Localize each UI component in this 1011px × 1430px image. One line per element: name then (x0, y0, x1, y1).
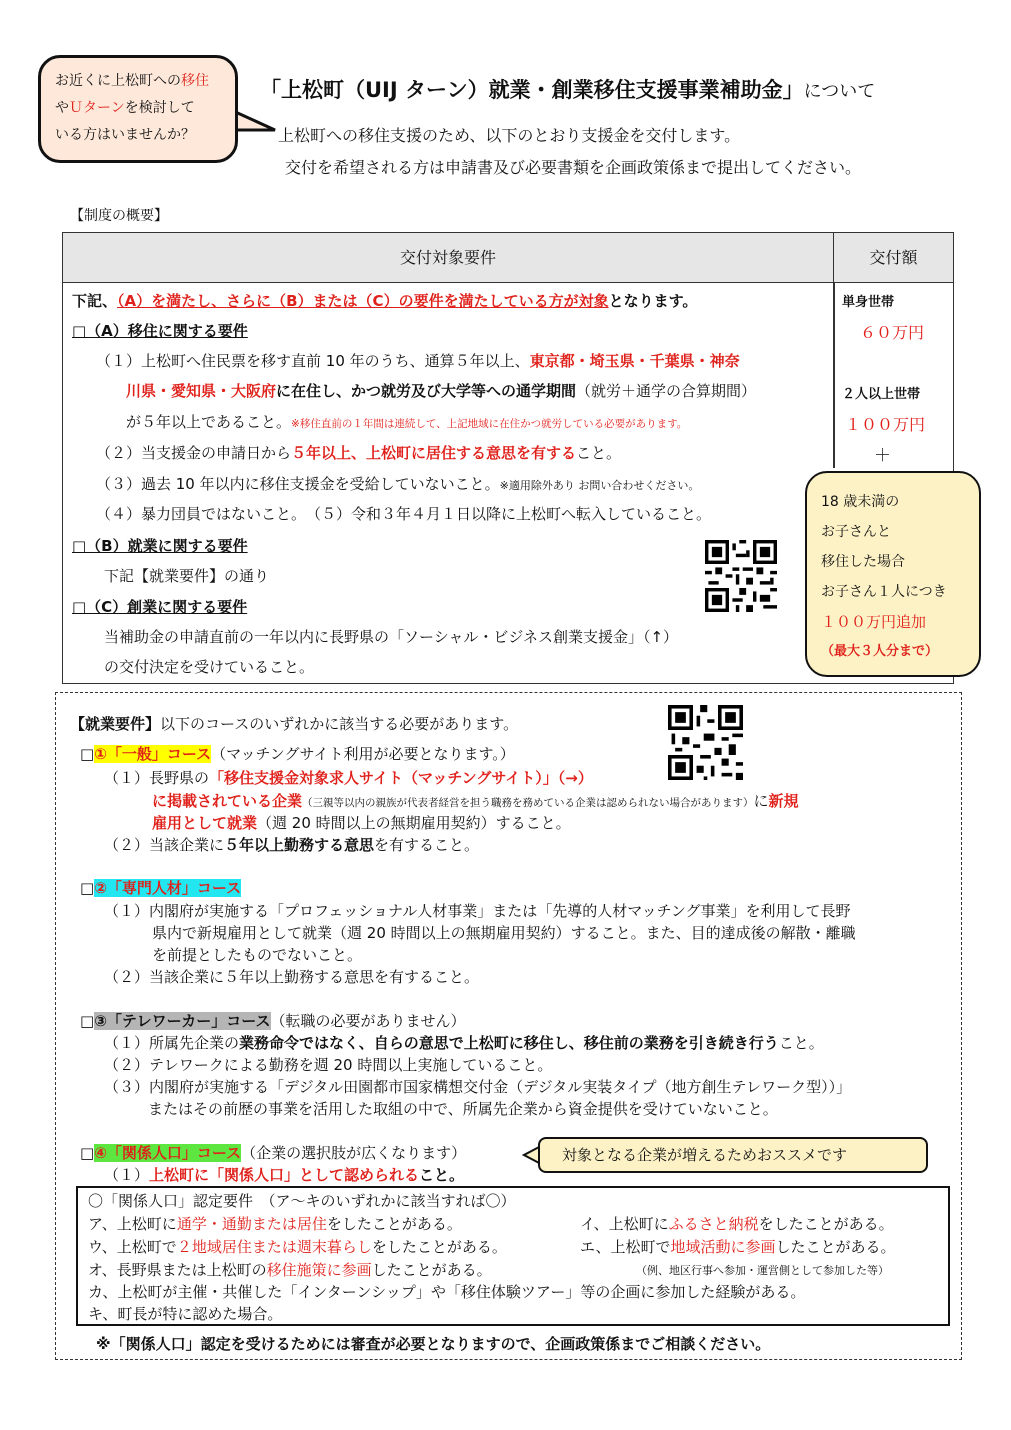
req-a1-line1: （１）上松町へ住民票を移す直前 10 年のうち、通算５年以上、東京都・埼玉県・千葉県・神奈 (96, 352, 740, 370)
course-3-req-3b: またはその前歴の事業を活用した取組の中で、所属先企業から資金提供を受けていないこと。 (148, 1100, 778, 1118)
course-1-req-1a: （１）長野県の「移住支援金対象求人サイト（マッチングサイト）」（→） (104, 769, 593, 787)
footnote: ※「関係人口」認定を受けるためには審査が必要となりますので、企画政策係までご相談ください。 (96, 1335, 771, 1353)
rel-o-example: （例、地区行事へ参加・運営側として参加した等） (636, 1264, 889, 1277)
rel-heading: 〇「関係人口」認定要件 （ア～キのいずれかに該当すれば〇） (88, 1192, 516, 1210)
course-2-req-1c: を前提としたものでないこと。 (152, 946, 363, 964)
rel-ka: カ、上松町が主催・共催した「インターンシップ」や「移住体験ツアー」等の企画に参加した経験がある。 (88, 1283, 806, 1301)
recommend-callout: 対象となる企業が増えるためおススメです (538, 1137, 928, 1173)
header-requirements: 交付対象要件 (399, 248, 496, 267)
req-c2: の交付決定を受けていること。 (104, 658, 315, 676)
section-a-title: □（A）移住に関する要件 (72, 322, 248, 340)
header-amount: 交付額 (833, 233, 953, 283)
course-2-req-1a: （１）内閣府が実施する「プロフェッショナル人材事業」または「先導的人材マッチング事業」を利用して長野 (104, 902, 851, 920)
plus-sign: ＋ (874, 446, 891, 466)
column-divider (833, 283, 835, 468)
course-1-req-2: （２）当該企業に５年以上勤務する意思を有すること。 (104, 836, 480, 854)
rel-a: ア、上松町に通学・通勤または居住をしたことがある。 (88, 1215, 462, 1233)
multi-label: ２人以上世帯 (842, 387, 921, 402)
single-label: 単身世帯 (842, 295, 895, 310)
req-a1-line2: 川県・愛知県・大阪府に在住し、かつ就労及び大学等への通学期間（就労＋通学の合算期間） (126, 382, 757, 400)
course-1-title: □①「一般」コース（マッチングサイト利用が必要となります。） (80, 745, 515, 763)
qr-code-icon[interactable] (667, 705, 744, 780)
multi-amount: １００万円 (845, 415, 926, 434)
course-3-req-3a: （３）内閣府が実施する「デジタル田園都市国家構想交付金（デジタル実装タイプ（地方創生テレワーク型））」 (104, 1078, 852, 1096)
course-3-req-1: （１）所属先企業の業務命令ではなく、自らの意思で上松町に移住し、移住前の業務を引き続き行うこと。 (104, 1034, 824, 1052)
child-bonus-box: 18 歳未満の お子さんと 移住した場合 お子さん１人につき １００万円追加 （最大３人分まで） (805, 471, 981, 677)
rel-ki: キ、町長が特に認めた場合。 (88, 1305, 283, 1323)
intro-line-1: 上松町への移住支援のため、以下のとおり支援金を交付します。 (278, 126, 741, 145)
rel-o: オ、長野県または上松町の移住施策に参画したことがある。 (88, 1261, 492, 1279)
req-a1-line3: が５年以上であること。※移住直前の１年間は連続して、上記地域に在住かつ就労している必要があります。 (126, 413, 688, 431)
table-header (63, 233, 953, 283)
course-2-title: □②「専門人材」コース (80, 879, 242, 897)
page-title: 「上松町（UIJ ターン）就業・創業移住支援事業補助金」について (260, 78, 876, 102)
course-3-title: □③「テレワーカー」コース（転職の必要がありません） (80, 1012, 466, 1030)
course-2-req-1b: 県内で新規雇用として就業（週 20 時間以上の無期雇用契約）すること。また、目的達成後の解散・離職 (152, 924, 856, 942)
single-amount: ６０万円 (860, 323, 925, 342)
speech-bubble: お近くに上松町への移住 やＵターンを検討して いる方はいませんか？ (38, 55, 238, 163)
req-a2: （２）当支援金の申請日から５年以上、上松町に居住する意思を有すること。 (96, 444, 622, 462)
employment-heading: 【就業要件】以下のコースのいずれかに該当する必要があります。 (70, 715, 519, 733)
course-1-req-1b: に掲載されている企業（三親等以内の親族が代表者経営を担う職務を務めている企業は認められない場合があります）に新規 (152, 792, 799, 810)
section-c-title: □（C）創業に関する要件 (72, 598, 248, 616)
rel-i: イ、上松町にふるさと納税をしたことがある。 (580, 1215, 894, 1233)
course-3-req-2: （２）テレワークによる勤務を週 20 時間以上実施していること。 (104, 1056, 553, 1074)
section-b-title: □（B）就業に関する要件 (72, 537, 248, 555)
lead-text: 下記、（A）を満たし、さらに（B）または（C）の要件を満たしている方が対象となります。 (72, 292, 698, 310)
course-4-req-1: （１）上松町に「関係人口」として認められること。 (104, 1166, 465, 1184)
req-a3: （３）過去 10 年以内に移住支援金を受給していないこと。※適用除外あり お問い合わせください。 (96, 475, 700, 493)
course-4-title: □④「関係人口」コース（企業の選択肢が広くなります） (80, 1144, 467, 1162)
req-c1: 当補助金の申請直前の一年以内に長野県の「ソーシャル・ビジネス創業支援金」（↑） (104, 628, 679, 646)
course-2-req-2: （２）当該企業に５年以上勤務する意思を有すること。 (104, 968, 480, 986)
rel-u: ウ、上松町で２地域居住または週末暮らしをしたことがある。 (88, 1238, 507, 1256)
req-b1: 下記【就業要件】の通り (104, 567, 270, 585)
rel-e: エ、上松町で地域活動に参画したことがある。 (580, 1238, 896, 1256)
qr-code-icon[interactable] (703, 540, 779, 612)
course-1-req-1c: 雇用として就業（週 20 時間以上の無期雇用契約）すること。 (152, 814, 571, 832)
intro-line-2: 交付を希望される方は申請書及び必要書類を企画政策係まで提出してください。 (285, 158, 862, 177)
req-a4: （４）暴力団員ではないこと。 （５）令和３年４月１日以降に上松町へ転入していること。 (96, 505, 712, 523)
overview-label: 【制度の概要】 (70, 208, 168, 224)
